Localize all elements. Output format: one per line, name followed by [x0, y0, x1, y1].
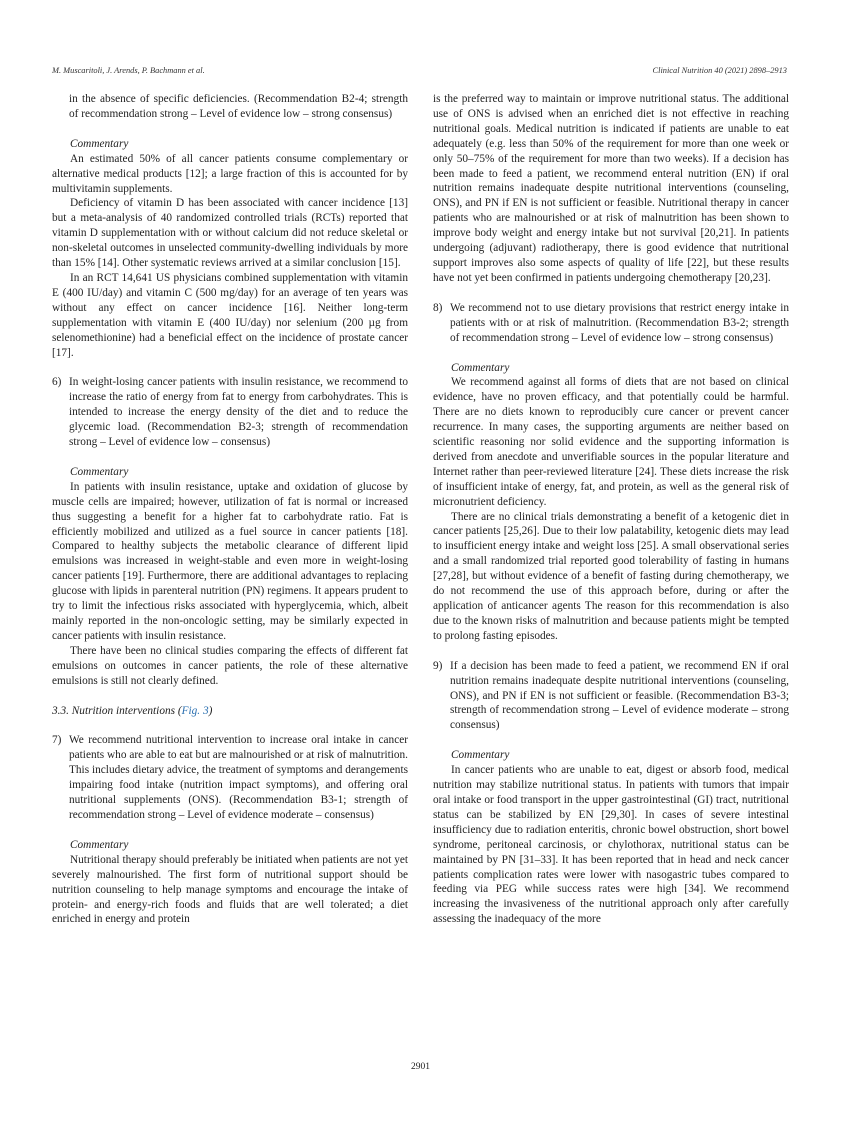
right-column — [433, 92, 789, 927]
recommendation-8 — [433, 301, 789, 346]
recommendation-text: If a decision has been made to feed a patient, we recommend EN if oral nutrition remains inadequate despite nutritional interventions (counseling, ONS), and PN if EN is not sufficient or feasible. (Recommendation B3-3; strength of recommendation strong – Level of evidence moderate – strong consensus) — [450, 659, 789, 732]
section-heading — [52, 704, 408, 719]
commentary-heading: Commentary — [70, 838, 129, 851]
recommendation-5-continued: in the absence of specific deficiencies. (Recommendation B2-4; strength of recommendation strong – Level of evidence low – strong consensus) — [69, 93, 408, 120]
paragraph: There have been no clinical studies comparing the effects of different fat emulsions on outcomes in cancer patients, the role of these alternative emulsions is still not clearly defined. — [52, 644, 408, 687]
recommendation-number: 6) — [52, 376, 62, 389]
header-journal: Clinical Nutrition 40 (2021) 2898–2913 — [652, 66, 787, 75]
recommendation-7 — [52, 733, 408, 822]
recommendation-9 — [433, 659, 789, 734]
section-title-close: ) — [208, 704, 213, 717]
paragraph: In patients with insulin resistance, uptake and oxidation of glucose by muscle cells are impaired; however, utilization of fat is normal or increased thus suggesting a benefit for a higher fat to carbohydrate ratio. Fat is efficiently mobilized and utilized as a fuel source in cancer patients [18]. Compared to healthy subjects the metabolic clearance of different lipid emulsions was increased in weight-stable and even more in weight-losing cancer patients [19]. Furthermore, there are additional advantages to replacing glucose with lipids in parenteral nutrition (PN) regimens. It appears prudent to try to limit the infectious risks associated with hyperglycemia, which, albeit mainly reported in the non-oncologic setting, may be similarly expected in cancer patients with insulin resistance. — [52, 480, 408, 642]
commentary-heading: Commentary — [451, 749, 510, 762]
paragraph: In an RCT 14,641 US physicians combined supplementation with vitamin E (400 IU/day) and vitamin C (500 mg/day) for an average of ten years was without any effect on cancer incidence [16]. Neither long-term supplementation with vitamin E (400 IU/day) nor selenium (200 µg from selenomethionine) had a beneficial effect on the incidence of prostate cancer [17]. — [52, 271, 408, 359]
recommendation-text: We recommend not to use dietary provisions that restrict energy intake in patients with or at risk of malnutrition. (Recommendation B3-2; strength of recommendation strong – Level of evidence low – strong consensus) — [450, 301, 789, 344]
commentary-heading: Commentary — [70, 137, 129, 150]
running-header — [52, 66, 787, 80]
commentary-heading: Commentary — [451, 361, 510, 374]
figure-link[interactable]: Fig. 3 — [181, 704, 209, 717]
left-column — [52, 92, 408, 927]
commentary-heading: Commentary — [70, 465, 129, 478]
recommendation-text: We recommend nutritional intervention to increase oral intake in cancer patients who are able to eat but are malnourished or at risk of malnutrition. This includes dietary advice, the treatment of symptoms and derangements impairing food intake (nutrition impact symptoms), and offering oral nutritional supplements (ONS). (Recommendation B3-1; strength of recommendation strong – Level of evidence moderate – consensus) — [69, 734, 408, 821]
recommendation-number: 8) — [433, 301, 443, 314]
section-title: 3.3. Nutrition interventions ( — [52, 704, 182, 717]
paragraph: There are no clinical trials demonstrating a benefit of a ketogenic diet in cancer patients [25,26]. Due to their low palatability, ketogenic diets may lead to insufficient energy intake and weight loss [25]. A small observational series and a small randomized trial reported good tolerability of fasting in humans [27,28], but without evidence of a benefit of fasting during chemotherapy, we do not recommend the use of this approach before, during or after the application of anticancer agents The reason for this recommendation is also due to the known risks of malnutrition and because patients might be tempted to prolong fasting episodes. — [433, 510, 789, 642]
paragraph: is the preferred way to maintain or improve nutritional status. The additional use of ONS is advised when an enriched diet is not effective in reaching nutritional goals. Medical nutrition is indicated if patients are unable to eat adequately (e.g. less than 50% of the requirement for more than one week or only 50–75% of the requirement for more than two weeks). If a decision has been made to feed a patient, we recommend enteral nutrition (EN) if oral nutrition remains inadequate despite nutritional interventions (counseling, ONS), and PN if EN is not sufficient or feasible. Nutritional therapy in cancer patients who are malnourished or at risk of malnutrition has been shown to improve body weight and energy intake but not survival [20,21]. In patients undergoing (adjuvant) radiotherapy, there is good evidence that nutritional support improves also some aspects of quality of life [22], but these results have not yet been confirmed in patients undergoing chemotherapy [20,23]. — [433, 93, 789, 284]
paragraph: We recommend against all forms of diets that are not based on clinical evidence, have no proven efficacy, and that potentially could be harmful. There are no diets known to reproducibly cure cancer or prevent cancer recurrence. In many cases, the supporting arguments are neither based on scientific reasoning nor solid evidence and the supporting information is derived from anecdote and unverifiable sources in the popular literature and Internet rather than peer-reviewed literature [24]. These diets increase the risk of insufficient intake of energy, fat, and protein, as well as the general risk of micronutrient deficiency. — [433, 376, 789, 508]
header-authors: M. Muscaritoli, J. Arends, P. Bachmann et al. — [52, 66, 205, 75]
paragraph: An estimated 50% of all cancer patients consume complementary or alternative medical products [12]; a large fraction of this is accounted for by multivitamin supplements. — [52, 152, 408, 195]
page-number: 2901 — [411, 1062, 430, 1072]
recommendation-number: 9) — [433, 659, 443, 672]
paragraph: In cancer patients who are unable to eat, digest or absorb food, medical nutrition may stabilize nutritional status. In patients with tumors that impair oral intake or food transport in the upper gastrointestinal (GI) tract, nutritional status can be stabilized by EN [29,30]. In cases of severe intestinal insufficiency due to radiation enteritis, chronic bowel obstruction, short bowel syndrome, peritoneal carcinosis, or chylothorax, nutritional status can be maintained by PN [31–33]. It has been reported that in head and neck cancer patients complication rates were lower with nasogastric tubes compared to feeding via PEG while success rates were high [34]. We recommend increasing the invasiveness of the nutritional approach only after carefully assessing the inadequacy of the more — [433, 764, 789, 926]
recommendation-number: 7) — [52, 734, 62, 747]
paragraph: Nutritional therapy should preferably be initiated when patients are not yet severely malnourished. The first form of nutritional support should be nutrition counseling to help manage symptoms and encourage the intake of protein- and energy-rich foods and fluids that are well tolerated; a diet enriched in energy and protein — [52, 853, 408, 926]
recommendation-text: In weight-losing cancer patients with insulin resistance, we recommend to increase the ratio of energy from fat to energy from carbohydrates. This is intended to increase the energy density of the diet and to reduce the glycemic load. (Recommendation B2-3; strength of recommendation strong – Level of evidence low – consensus) — [69, 376, 408, 449]
paragraph: Deficiency of vitamin D has been associated with cancer incidence [13] but a meta-analysis of 40 randomized controlled trials (RCTs) reported that vitamin D supplementation with or without calcium did not reduce skeletal or non-skeletal outcomes in unselected community-dwelling individuals by more than 15% [14]. Other systematic reviews arrived at a similar conclusion [15]. — [52, 197, 408, 270]
recommendation-6 — [52, 375, 408, 450]
